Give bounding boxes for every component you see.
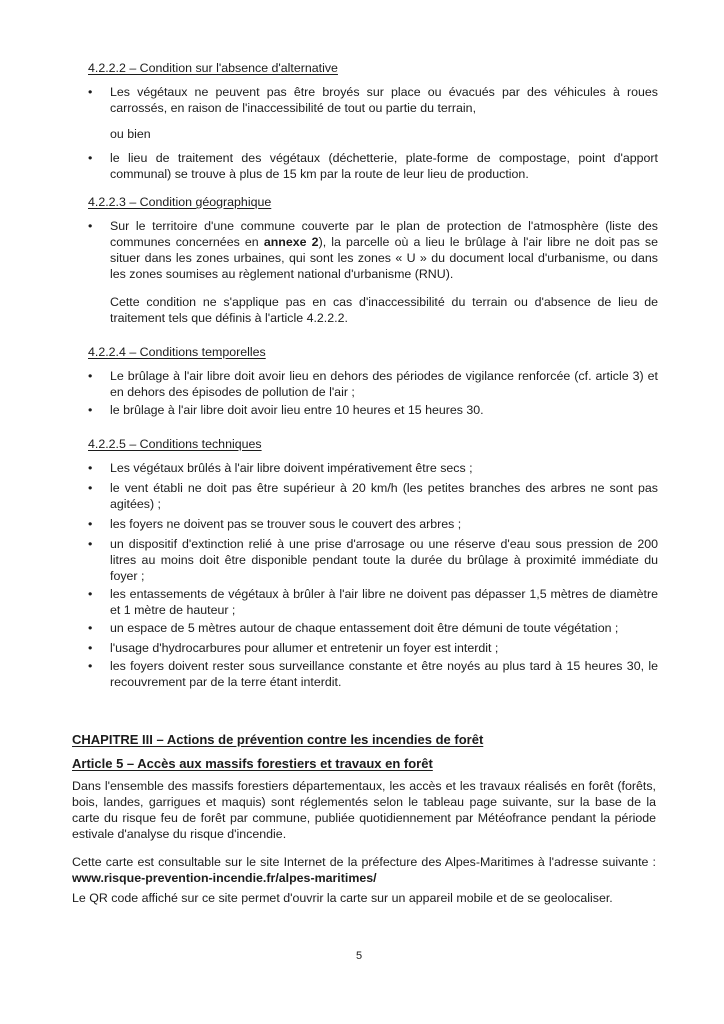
article-title: Article 5 – Accès aux massifs forestiers et travaux en forêt — [72, 756, 433, 771]
bullet-icon: • — [88, 369, 93, 383]
or-text: ou bien — [110, 127, 151, 141]
bullet-icon: • — [88, 219, 93, 233]
list-item-text: Les végétaux brûlés à l'air libre doivent impérativement être secs ; — [110, 461, 473, 475]
list-item — [88, 460, 658, 476]
bullet-icon: • — [88, 151, 93, 165]
chapter-title: CHAPITRE III – Actions de prévention contre les incendies de forêt — [72, 732, 484, 747]
list-item — [88, 658, 658, 690]
paragraph: Le QR code affiché sur ce site permet d'ouvrir la carte sur un appareil mobile et de se geolocaliser. — [72, 891, 613, 905]
list-item — [88, 536, 658, 584]
list-item — [88, 516, 658, 532]
list-item-text: l'usage d'hydrocarbures pour allumer et entretenir un foyer est interdit ; — [110, 641, 499, 655]
list-item-text: Le brûlage à l'air libre doit avoir lieu en dehors des périodes de vigilance renforcée (cf. article 3) et en dehors des épisodes de pollution de l'air ; — [110, 369, 658, 399]
bullet-icon: • — [88, 481, 93, 495]
bullet-icon: • — [88, 659, 93, 673]
list-item — [88, 368, 658, 400]
list-item-text-part: Sur le territoire d'une commune couverte par le plan de protection de l'atmosphère (liste des communes concernées en — [110, 219, 658, 249]
bullet-icon: • — [88, 621, 93, 635]
bullet-icon: • — [88, 403, 93, 417]
list-item-text: Les végétaux ne peuvent pas être broyés sur place ou évacués par des véhicules à roues carrossés, en raison de l'inaccessibilité de tout ou partie du terrain, — [110, 85, 658, 115]
bullet-icon: • — [88, 461, 93, 475]
paragraph — [72, 854, 656, 886]
list-item-text: les foyers doivent rester sous surveillance constante et être noyés au plus tard à 15 heures 30, le recouvrement par de la terre étant interdit. — [110, 659, 658, 689]
list-item-text: les entassements de végétaux à brûler à l'air libre ne doivent pas dépasser 1,5 mètres de diamètre et 1 mètre de hauteur ; — [110, 587, 658, 617]
bullet-icon: • — [88, 85, 93, 99]
list-item — [88, 150, 658, 182]
list-item-text: un espace de 5 mètres autour de chaque entassement doit être démuni de toute végétation ; — [110, 621, 619, 635]
paragraph: Dans l'ensemble des massifs forestiers départementaux, les accès et les travaux réalisés en forêt (forêts, bois, landes, garrigues et maquis) sont réglementés selon le tableau page suivante, sur la base de la carte du risque feu de forêt par commune, publiée quotidiennement par Météofrance pendant la période estivale d'analyse du risque d'incendie. — [72, 779, 656, 841]
bullet-icon: • — [88, 587, 93, 601]
list-item-text: le vent établi ne doit pas être supérieur à 20 km/h (les petites branches des arbres ne sont pas agitées) ; — [110, 481, 658, 511]
list-item — [88, 84, 658, 116]
section-heading-4224: 4.2.2.4 – Conditions temporelles — [88, 345, 266, 359]
list-item — [88, 620, 658, 636]
annex-reference: annexe 2 — [263, 235, 319, 249]
list-item-text: le lieu de traitement des végétaux (déchetterie, plate-forme de compostage, point d'apport communal) se trouve à plus de 15 km par la route de leur lieu de production. — [110, 151, 658, 181]
bullet-icon: • — [88, 537, 93, 551]
list-item — [88, 586, 658, 618]
list-item-text: le brûlage à l'air libre doit avoir lieu entre 10 heures et 15 heures 30. — [110, 403, 484, 417]
bullet-icon: • — [88, 517, 93, 531]
list-item — [88, 480, 658, 512]
list-item — [88, 640, 658, 656]
page-number: 5 — [356, 950, 363, 962]
list-item — [88, 402, 658, 418]
list-item-text: les foyers ne doivent pas se trouver sous le couvert des arbres ; — [110, 517, 462, 531]
paragraph-text: Cette carte est consultable sur le site Internet de la préfecture des Alpes-Maritimes à l'adresse suivante : — [72, 855, 656, 869]
section-heading-4222: 4.2.2.2 – Condition sur l'absence d'alternative — [88, 61, 338, 75]
list-item-text — [110, 218, 658, 282]
section-heading-4225: 4.2.2.5 – Conditions techniques — [88, 437, 262, 451]
list-item-text: un dispositif d'extinction relié à une prise d'arrosage ou une réserve d'eau sous pression de 200 litres au moins doit être disponible pendant toute la durée du brûlage à proximité immédiate du foyer ; — [110, 537, 658, 583]
website-link[interactable]: www.risque-prevention-incendie.fr/alpes-maritimes/ — [72, 871, 377, 885]
section-note: Cette condition ne s'applique pas en cas d'inaccessibilité du terrain ou d'absence de lieu de traitement tels que définis à l'article 4.2.2.2. — [110, 295, 658, 325]
list-item — [88, 218, 658, 282]
bullet-icon: • — [88, 641, 93, 655]
section-heading-4223: 4.2.2.3 – Condition géographique — [88, 195, 272, 209]
list-item-text-part: ), la parcelle où a lieu le brûlage à l'air libre ne doit pas se situer dans les zones urbaines, qui sont les zones « U » du document local d'urbanisme, ou dans les zones soumises au règlement national d'urbanisme (RNU). — [110, 235, 658, 281]
